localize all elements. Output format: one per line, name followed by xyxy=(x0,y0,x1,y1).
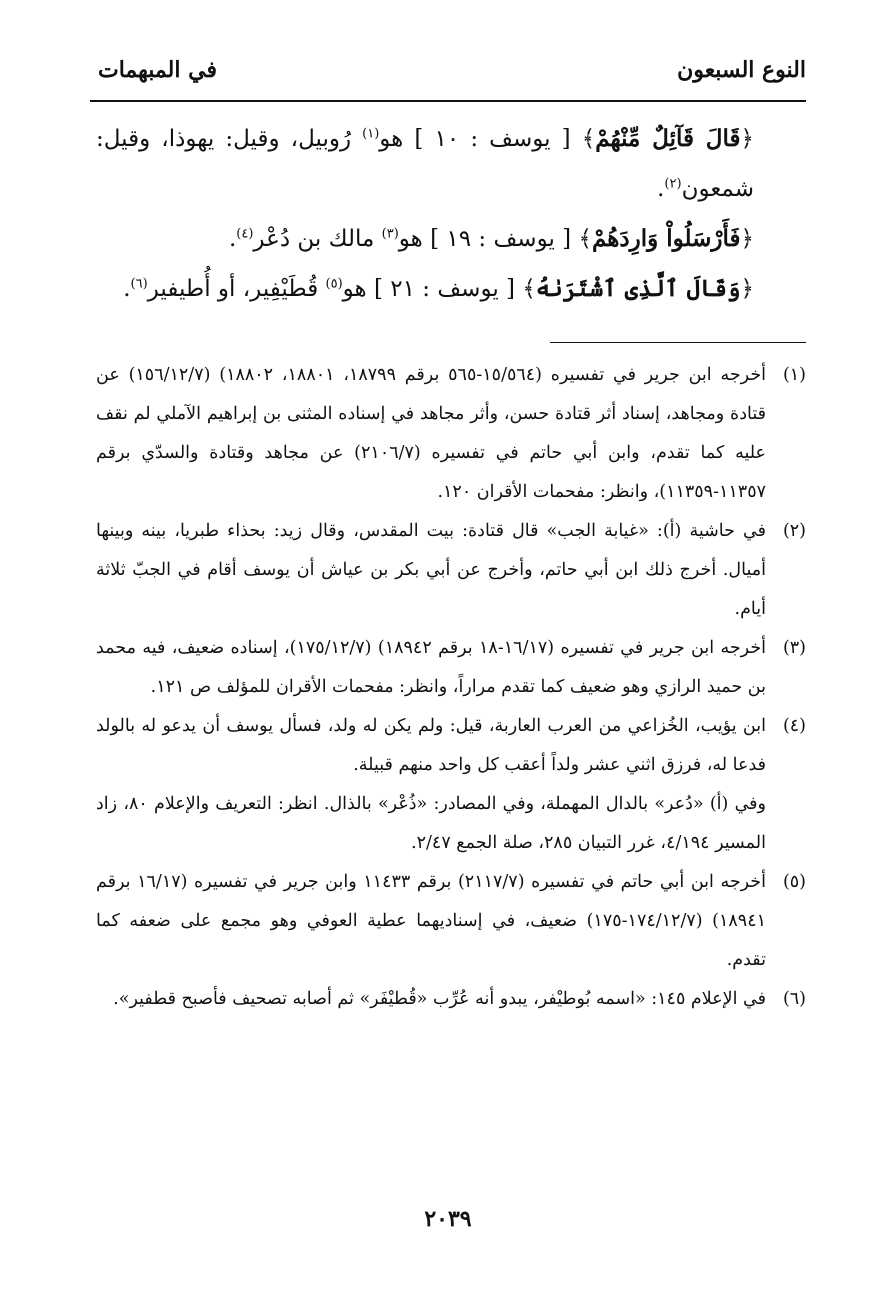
footnote-text: أخرجه ابن جرير في تفسيره (١٥/٥٦٤-٥٦٥ برقم ١٨٧٩٩، ١٨٨٠١، ١٨٨٠٢) (١٥٦/١٢/٧) عن قتادة ومجاهد، إسناد أثر قتادة حسن، وأثر مجاهد في إسناده المثنى بن إبراهيم الآملي لم نقف عليه كما تقدم، وابن أبي حاتم في تفسيره (٢١٠٦/٧) عن مجاهد وقتادة والسدّي برقم ١١٣٥٧-١١٣٥٩)، وانظر: مفحمات الأقران ١٢٠. xyxy=(96,365,767,502)
main-text xyxy=(96,114,806,314)
footnote-6 xyxy=(96,980,806,1019)
header-rule xyxy=(90,100,806,102)
footnote-text: أخرجه ابن أبي حاتم في تفسيره (٢١١٧/٧) برقم ١١٤٣٣ وابن جرير في تفسيره (١٦/١٧ برقم ١٨٩٤١) (١٧٤/١٢/٧-١٧٥) ضعيف، في إسناديهما عطية العوفي وهو مجمع على ضعفه كما تقدم. xyxy=(96,872,766,970)
footnote-3 xyxy=(96,629,806,707)
footnote-text: في حاشية (أ): «غيابة الجب» قال قتادة: بيت المقدس، وقال زيد: بحذاء طبريا، بينه وبينها أميال. أخرج ذلك ابن أبي حاتم، وأخرج عن أبي بكر بن عياش أن يوسف أقام في الجبّ ثلاثة أيام. xyxy=(96,521,766,619)
quran-verse: ﴿قَالَ قَآئِلٌ مِّنْهُمْ﴾ xyxy=(581,125,754,152)
footnotes xyxy=(96,356,806,1019)
verse-reference: [ يوسف : ١٠ ] xyxy=(414,126,571,152)
footnote-marker: (٤) xyxy=(236,226,254,242)
footnote-number: (٣) xyxy=(782,638,806,658)
footnote-text: أخرجه ابن جرير في تفسيره (١٦/١٧-١٨ برقم ١٨٩٤٢) (١٧٥/١٢/٧)، إسناده ضعيف، فيه محمد بن حميد الرازي وهو ضعيف كما تقدم مراراً، وانظر: مفحمات الأقران للمؤلف ص ١٢١. xyxy=(96,638,766,697)
page-number: ٢٠٣٩ xyxy=(424,1206,472,1232)
verse-entry-2: ﴿فَأَرْسَلُواْ وَارِدَهُمْ﴾ [ يوسف : ١٩ ] هو$^{(٣)}$ مالك بن دُعْر$^{(٤)}$. xyxy=(228,225,754,252)
footnote-text: في الإعلام ١٤٥: «اسمه بُوطيْفر، يبدو أنه عُرِّب «قُطيْفَر» ثم أصابه تصحيف فأصبح قطفير». xyxy=(113,989,766,1009)
verse-entry-3: ﴿وَقَالَ ٱلَّذِى ٱشْتَرَىٰهُ﴾ [ يوسف : ٢١ ] هو$^{(٥)}$ قُطَيْفِير، أو أُطيفير$^{(٦)}$. xyxy=(123,275,754,302)
footnote-separator xyxy=(550,342,806,343)
running-header xyxy=(98,48,806,92)
quran-verse: ﴿فَأَرْسَلُواْ وَارِدَهُمْ﴾ xyxy=(578,225,754,252)
footnote-number: (٥) xyxy=(782,872,806,892)
footnote-number: (٤) xyxy=(782,716,806,736)
footnote-marker: (٢) xyxy=(664,176,682,192)
verse-reference: [ يوسف : ١٩ ] xyxy=(430,226,572,252)
section-title: في المبهمات xyxy=(98,57,217,83)
footnote-4 xyxy=(96,707,806,863)
footnote-marker: (٦) xyxy=(130,276,148,292)
footnote-text: وفي (أ) «دُعر» بالدال المهملة، وفي المصادر: «ذُعْر» بالذال. انظر: التعريف والإعلام ٨٠، زاد المسير ٤/١٩٤، غرر التبيان ٢٨٥، صلة الجمع ٢/٤٧. xyxy=(96,794,766,853)
footnote-number: (١) xyxy=(782,365,806,385)
footnote-1 xyxy=(96,356,806,512)
footnote-2 xyxy=(96,512,806,629)
footnote-marker: (٥) xyxy=(325,276,343,292)
verse-reference: [ يوسف : ٢١ ] xyxy=(373,276,516,302)
footnote-5 xyxy=(96,863,806,980)
quran-verse: ﴿وَقَالَ ٱلَّذِى ٱشْتَرَىٰهُ﴾ xyxy=(522,275,754,302)
footnote-marker: (١) xyxy=(362,126,380,142)
footnote-number: (٦) xyxy=(782,989,806,1009)
chapter-title: النوع السبعون xyxy=(677,57,806,83)
footnote-number: (٢) xyxy=(782,521,806,541)
footnote-text: ابن يؤيب، الخُزاعي من العرب العاربة، قيل: ولم يكن له ولد، فسأل يوسف أن يدعو له بالولد فدعا له، فرزق اثني عشر ولداً أعقب كل واحد منهم قبيلة. xyxy=(96,716,766,775)
footnote-marker: (٣) xyxy=(381,226,399,242)
verse-entry-1: ﴿قَالَ قَآئِلٌ مِّنْهُمْ﴾ [ يوسف : ١٠ ] هو$^{(١)}$ رُوبيل، وقيل: يهوذا، وقيل: شمعون$^{(٢)}$. xyxy=(96,125,754,202)
